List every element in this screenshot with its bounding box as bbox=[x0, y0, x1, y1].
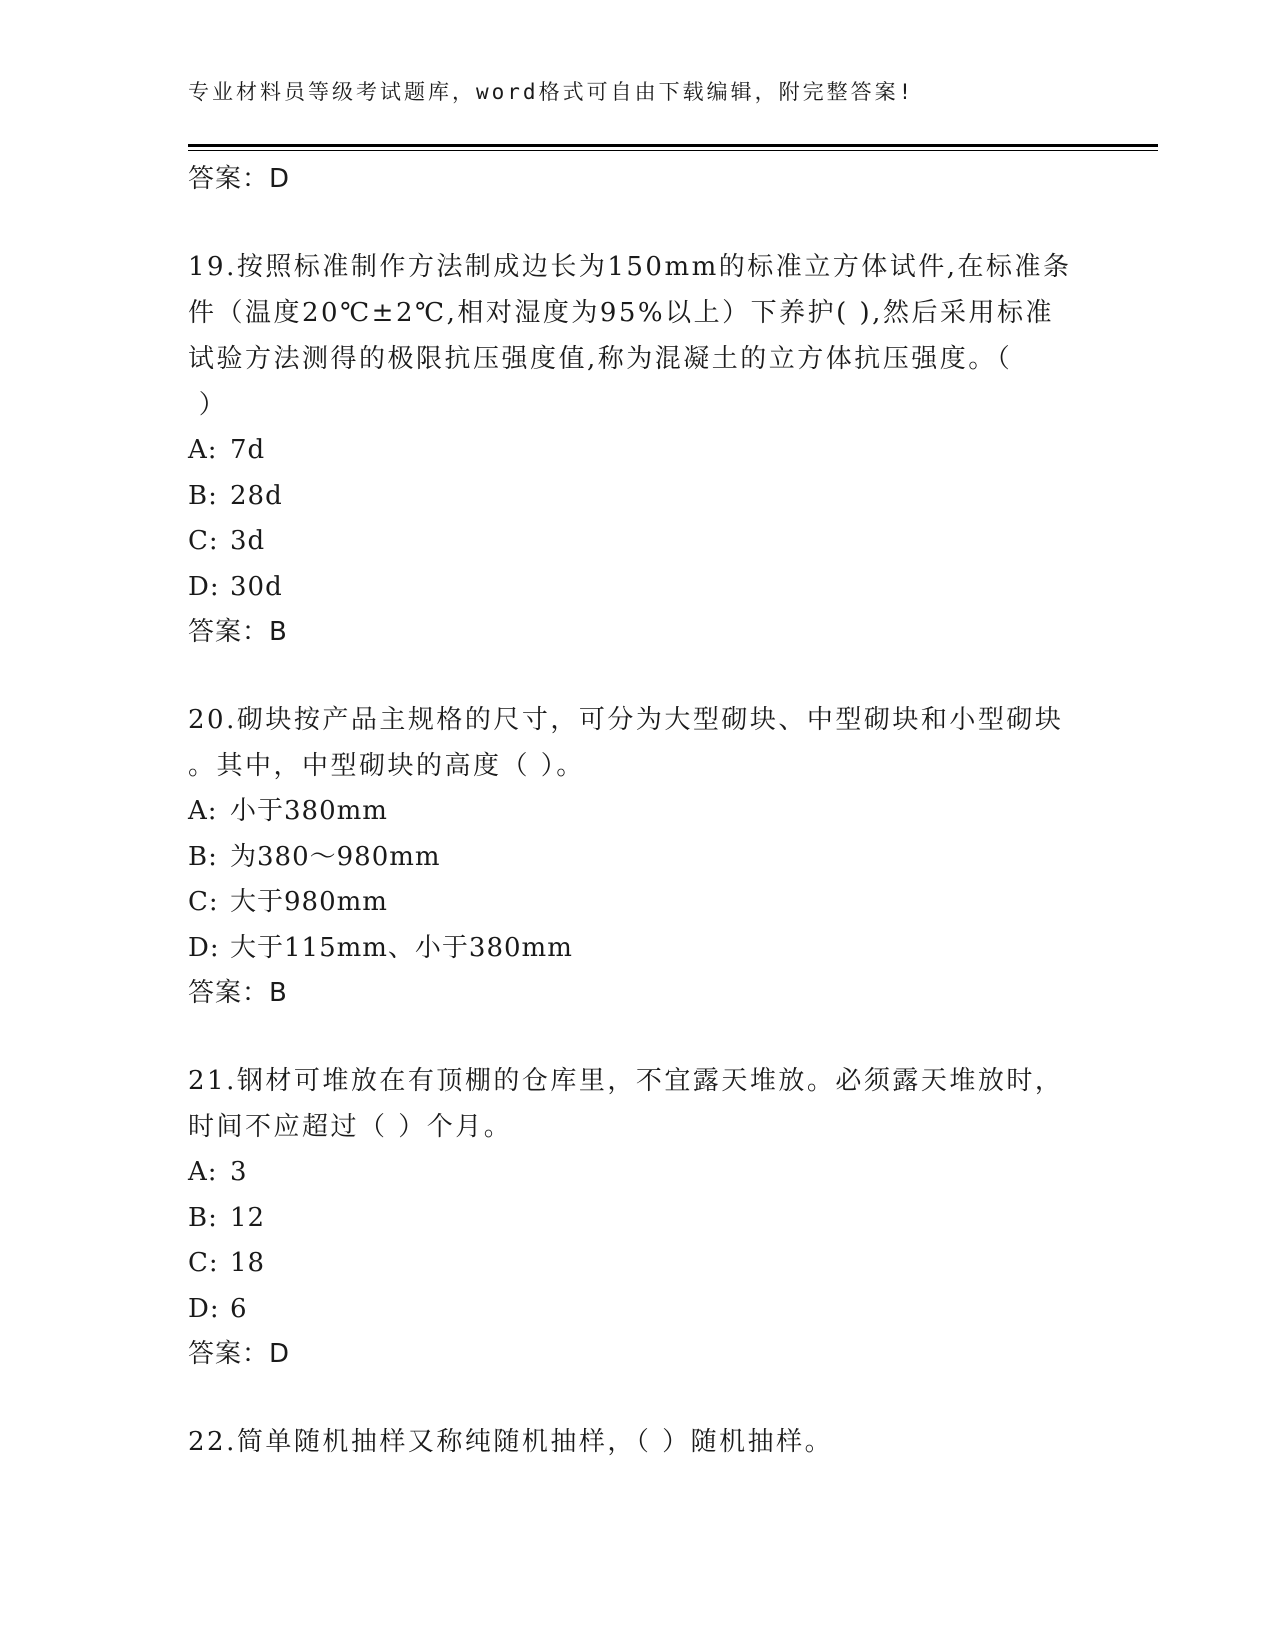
question-stem bbox=[188, 244, 1088, 428]
option-text: 7d bbox=[230, 435, 266, 465]
page-header: 专业材料员等级考试题库，word格式可自由下载编辑，附完整答案! bbox=[188, 80, 915, 104]
option-d bbox=[188, 926, 1088, 972]
option-text: 28d bbox=[230, 480, 283, 511]
option-key: B: bbox=[188, 841, 218, 872]
option-a bbox=[188, 1150, 1088, 1196]
stem-line: 。其中，中型砌块的高度（ ）。 bbox=[188, 751, 585, 781]
stem-line: 19.按照标准制作方法制成边长为150mm的标准立方体试件,在标准条 bbox=[188, 252, 1072, 282]
question-stem bbox=[188, 697, 1088, 789]
option-key: B: bbox=[188, 480, 218, 511]
option-c bbox=[188, 880, 1088, 926]
question-19 bbox=[188, 244, 1088, 655]
option-b bbox=[188, 474, 1088, 520]
option-text: 3d bbox=[230, 526, 266, 556]
option-b bbox=[188, 835, 1088, 881]
option-key: A: bbox=[188, 435, 218, 465]
stem-line: 21.钢材可堆放在有顶棚的仓库里，不宜露天堆放。必须露天堆放时， bbox=[188, 1066, 1064, 1096]
option-key: B: bbox=[188, 1202, 218, 1233]
option-text: 小于380mm bbox=[230, 796, 388, 826]
header-rule-thick bbox=[188, 144, 1158, 147]
question-21 bbox=[188, 1058, 1088, 1377]
document-body bbox=[188, 157, 1088, 1465]
question-20 bbox=[188, 697, 1088, 1016]
stem-line: 22.简单随机抽样又称纯随机抽样，（ ）随机抽样。 bbox=[188, 1427, 834, 1457]
answer: 答案：B bbox=[188, 978, 288, 1008]
option-key: A: bbox=[188, 796, 218, 826]
stem-line: 时间不应超过（ ）个月。 bbox=[188, 1112, 513, 1142]
option-key: C: bbox=[188, 887, 219, 917]
option-c bbox=[188, 519, 1088, 565]
header-rule-thin bbox=[188, 150, 1158, 151]
stem-line: 件（温度20℃±2℃,相对湿度为95%以上）下养护( ),然后采用标准 bbox=[188, 298, 1054, 328]
answer: 答案：D bbox=[188, 1339, 291, 1369]
option-c bbox=[188, 1241, 1088, 1287]
option-key: D: bbox=[188, 571, 220, 602]
question-stem bbox=[188, 1419, 1088, 1465]
option-key: D: bbox=[188, 1293, 220, 1324]
stem-line: ） bbox=[188, 390, 228, 420]
option-key: D: bbox=[188, 932, 220, 963]
option-a bbox=[188, 789, 1088, 835]
stem-line: 20.砌块按产品主规格的尺寸，可分为大型砌块、中型砌块和小型砌块 bbox=[188, 705, 1064, 735]
option-text: 大于980mm bbox=[230, 887, 388, 917]
option-text: 3 bbox=[230, 1157, 248, 1187]
option-key: A: bbox=[188, 1157, 218, 1187]
option-text: 30d bbox=[230, 571, 283, 602]
option-key: C: bbox=[188, 1248, 219, 1278]
option-text: 12 bbox=[230, 1202, 266, 1233]
answer: 答案：B bbox=[188, 617, 288, 647]
option-a bbox=[188, 428, 1088, 474]
option-text: 为380～980mm bbox=[230, 841, 441, 872]
option-text: 大于115mm、小于380mm bbox=[230, 932, 573, 963]
option-d bbox=[188, 565, 1088, 611]
stem-line: 试验方法测得的极限抗压强度值,称为混凝土的立方体抗压强度。（ bbox=[188, 344, 1013, 374]
option-d bbox=[188, 1287, 1088, 1333]
question-22 bbox=[188, 1419, 1088, 1465]
answer-prev: 答案：D bbox=[188, 164, 291, 194]
question-stem bbox=[188, 1058, 1088, 1150]
option-text: 6 bbox=[230, 1293, 248, 1324]
option-text: 18 bbox=[230, 1248, 266, 1278]
option-key: C: bbox=[188, 526, 219, 556]
option-b bbox=[188, 1196, 1088, 1242]
